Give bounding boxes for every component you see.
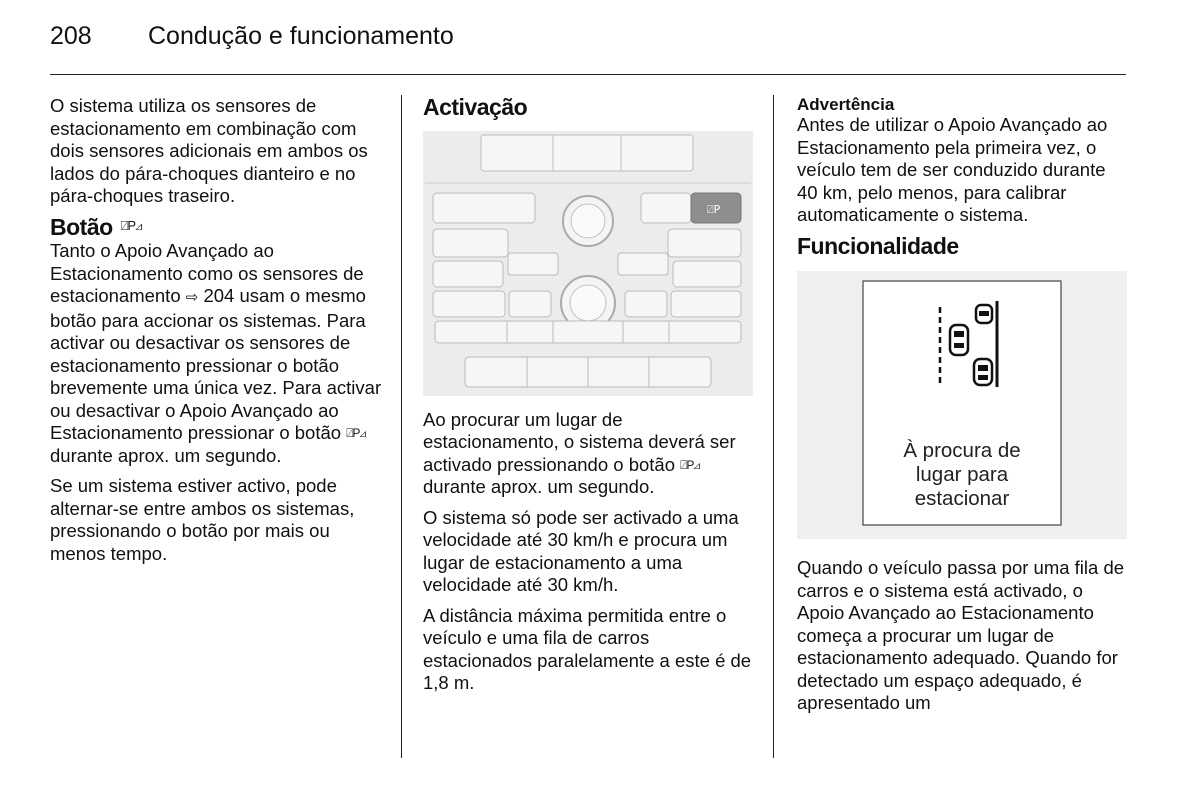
parking-assist-icon: ⍁P⊿ bbox=[120, 217, 142, 233]
toggle-paragraph: Se um sistema estiver activo, pode alternar-se entre ambos os sistemas, pressionando o botão por mais ou menos tempo. bbox=[50, 475, 355, 564]
column-divider-1 bbox=[401, 95, 402, 758]
speed-paragraph: O sistema só pode ser activado a uma velocidade até 30 km/h e procura um lugar de estacionamento a uma velocidade até 30 km/h. bbox=[423, 506, 739, 595]
warning-paragraph: Antes de utilizar o Apoio Avançado ao Estacionamento pela primeira vez, o veículo tem de ser conduzido durante 40 km, pelo menos, para calibrar automaticamente o sistema. bbox=[797, 114, 1108, 225]
parking-assist-icon: ⍁P⊿ bbox=[346, 426, 366, 440]
display-text-line-3: estacionar bbox=[914, 487, 1010, 510]
column-divider-2 bbox=[773, 95, 774, 758]
button-section-heading bbox=[50, 213, 385, 240]
activation-paragraph bbox=[423, 409, 758, 499]
activation-text-b: durante aprox. um segundo. bbox=[423, 476, 655, 497]
warning-heading: Advertência bbox=[797, 95, 895, 114]
button-text-b: usam o mesmo botão para accionar os sistemas. Para activar ou desactivar os sensores de estacionamento pressionar o botão brevemente uma única vez. Para activar ou desactivar o Apoio Avançado ao Estacionamento pressionar o botão bbox=[50, 285, 382, 443]
intro-paragraph: O sistema utiliza os sensores de estacionamento em combinação com dois sensores adicionais em ambos os lados do pára-choques dianteiro e no pára-choques traseiro. bbox=[50, 95, 368, 206]
activation-text-a: Ao procurar um lugar de estacionamento, o sistema deverá ser activado pressionando o botão bbox=[423, 408, 736, 475]
parking-assist-icon: ⍁P⊿ bbox=[680, 457, 700, 472]
center-console-illustration bbox=[423, 131, 753, 396]
functionality-paragraph: Quando o veículo passa por uma fila de carros e o sistema está activado, o Apoio Avançado ao Estacionamento começa a procurar um lugar de estacionamento adequado. Quando for detectado um espaço adequado, é apresentado um bbox=[797, 557, 1125, 713]
parked-car-icon-2 bbox=[974, 359, 992, 385]
driver-info-display-illustration bbox=[797, 271, 1127, 539]
button-text-a: Tanto o Apoio Avançado ao Estacionamento como os sensores de estacionamento bbox=[50, 240, 364, 306]
cross-reference-arrow-icon: ⇨ bbox=[185, 289, 199, 306]
display-text-line-2: lugar para bbox=[915, 463, 1009, 486]
distance-paragraph: A distância máxima permitida entre o veículo e uma fila de carros estacionados paralelamente a este é de 1,8 m. bbox=[423, 604, 752, 693]
parked-car-icon-1 bbox=[976, 305, 992, 323]
column-3 bbox=[797, 95, 1127, 723]
column-2 bbox=[423, 96, 758, 703]
button-text-c: durante aprox. um segundo. bbox=[50, 444, 282, 466]
cross-reference-page: 204 bbox=[203, 285, 235, 306]
svg-text:⍁P: ⍁P bbox=[707, 202, 721, 216]
page-title: Condução e funcionamento bbox=[148, 22, 454, 50]
header-rule bbox=[50, 74, 1126, 75]
column-1 bbox=[50, 95, 385, 573]
own-car-icon bbox=[950, 325, 968, 355]
functionality-heading: Funcionalidade bbox=[797, 232, 959, 259]
activation-heading: Activação bbox=[423, 94, 528, 120]
button-paragraph bbox=[50, 240, 385, 467]
page-number: 208 bbox=[50, 22, 92, 50]
display-text-line-1: À procura de bbox=[903, 439, 1021, 462]
button-heading-text: Botão bbox=[50, 213, 113, 240]
